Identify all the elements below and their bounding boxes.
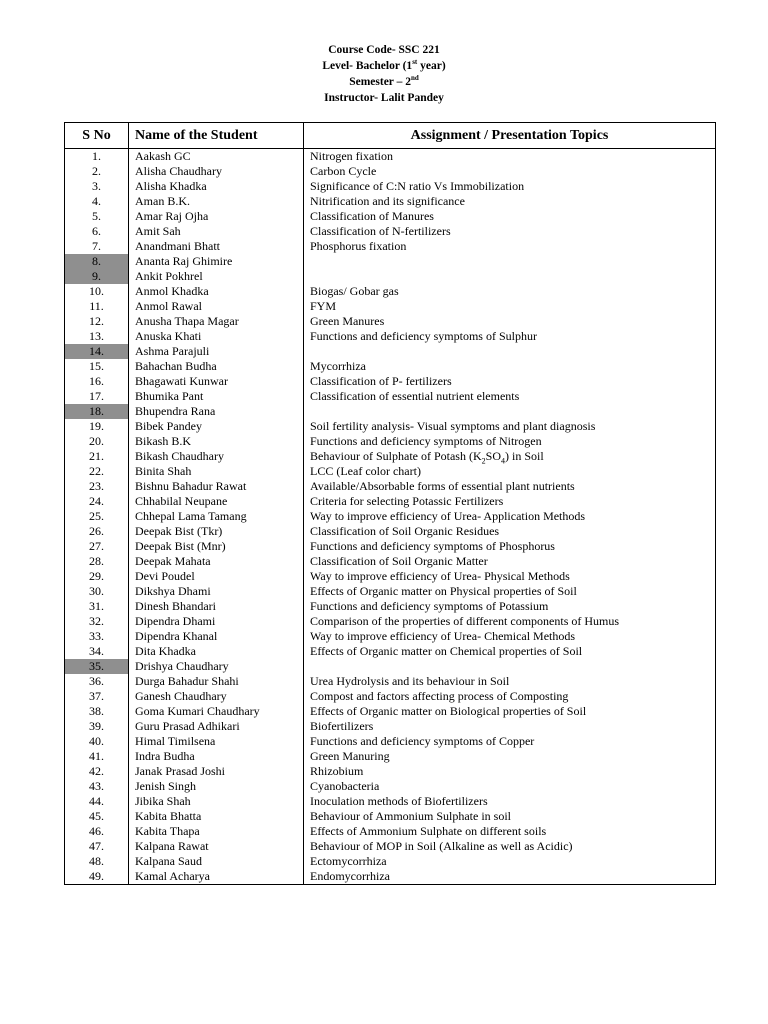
cell-sno: 9. <box>65 269 129 284</box>
cell-sno: 21. <box>65 449 129 464</box>
cell-student-name: Ganesh Chaudhary <box>129 689 304 704</box>
cell-sno: 2. <box>65 164 129 179</box>
cell-sno: 17. <box>65 389 129 404</box>
cell-topic: Green Manures <box>304 314 716 329</box>
cell-student-name: Durga Bahadur Shahi <box>129 674 304 689</box>
header-student-name: Name of the Student <box>129 123 304 149</box>
cell-sno: 16. <box>65 374 129 389</box>
cell-topic: Nitrogen fixation <box>304 149 716 165</box>
level-superscript: st <box>412 58 418 67</box>
table-row <box>65 329 716 344</box>
cell-student-name: Janak Prasad Joshi <box>129 764 304 779</box>
cell-topic: Inoculation methods of Biofertilizers <box>304 794 716 809</box>
table-row <box>65 449 716 464</box>
cell-sno: 22. <box>65 464 129 479</box>
cell-student-name: Jibika Shah <box>129 794 304 809</box>
level <box>0 58 768 74</box>
table-row <box>65 179 716 194</box>
table-row <box>65 614 716 629</box>
instructor: Instructor- Lalit Pandey <box>324 92 444 104</box>
cell-sno: 13. <box>65 329 129 344</box>
cell-sno: 28. <box>65 554 129 569</box>
cell-student-name: Bibek Pandey <box>129 419 304 434</box>
cell-sno: 40. <box>65 734 129 749</box>
cell-topic: Criteria for selecting Potassic Fertilizers <box>304 494 716 509</box>
cell-sno: 34. <box>65 644 129 659</box>
cell-sno: 10. <box>65 284 129 299</box>
cell-topic: Effects of Organic matter on Physical properties of Soil <box>304 584 716 599</box>
cell-student-name: Ankit Pokhrel <box>129 269 304 284</box>
cell-student-name: Dipendra Dhami <box>129 614 304 629</box>
header-topic: Assignment / Presentation Topics <box>304 123 716 149</box>
table-row <box>65 824 716 839</box>
table-row <box>65 524 716 539</box>
cell-topic: Effects of Organic matter on Biological properties of Soil <box>304 704 716 719</box>
cell-sno: 20. <box>65 434 129 449</box>
cell-student-name: Anuska Khati <box>129 329 304 344</box>
cell-sno: 33. <box>65 629 129 644</box>
cell-student-name: Bikash Chaudhary <box>129 449 304 464</box>
table-row <box>65 284 716 299</box>
table-row <box>65 374 716 389</box>
semester-text: Semester – 2 <box>349 76 411 88</box>
document-header <box>0 42 768 106</box>
cell-sno: 44. <box>65 794 129 809</box>
table-row <box>65 149 716 165</box>
cell-sno: 48. <box>65 854 129 869</box>
course-code: Course Code- SSC 221 <box>328 44 440 56</box>
cell-sno: 26. <box>65 524 129 539</box>
cell-sno: 5. <box>65 209 129 224</box>
cell-topic: Biofertilizers <box>304 719 716 734</box>
cell-topic: Functions and deficiency symptoms of Phosphorus <box>304 539 716 554</box>
cell-student-name: Guru Prasad Adhikari <box>129 719 304 734</box>
cell-topic: Classification of Soil Organic Matter <box>304 554 716 569</box>
cell-topic <box>304 269 716 284</box>
cell-topic: Biogas/ Gobar gas <box>304 284 716 299</box>
cell-topic: Urea Hydrolysis and its behaviour in Soil <box>304 674 716 689</box>
cell-topic: Classification of essential nutrient elements <box>304 389 716 404</box>
cell-topic: Soil fertility analysis- Visual symptoms and plant diagnosis <box>304 419 716 434</box>
cell-sno: 19. <box>65 419 129 434</box>
table-row <box>65 509 716 524</box>
cell-topic: Way to improve efficiency of Urea- Chemical Methods <box>304 629 716 644</box>
cell-topic: Functions and deficiency symptoms of Nitrogen <box>304 434 716 449</box>
cell-topic: Ectomycorrhiza <box>304 854 716 869</box>
cell-student-name: Deepak Bist (Mnr) <box>129 539 304 554</box>
cell-topic: Functions and deficiency symptoms of Copper <box>304 734 716 749</box>
table-row <box>65 209 716 224</box>
cell-student-name: Aman B.K. <box>129 194 304 209</box>
cell-sno: 7. <box>65 239 129 254</box>
cell-topic: Way to improve efficiency of Urea- Physical Methods <box>304 569 716 584</box>
cell-topic: Significance of C:N ratio Vs Immobilization <box>304 179 716 194</box>
table-row <box>65 659 716 674</box>
table-row <box>65 764 716 779</box>
cell-student-name: Bahachan Budha <box>129 359 304 374</box>
table-row <box>65 749 716 764</box>
cell-topic: Available/Absorbable forms of essential plant nutrients <box>304 479 716 494</box>
cell-sno: 30. <box>65 584 129 599</box>
cell-sno: 12. <box>65 314 129 329</box>
cell-sno: 38. <box>65 704 129 719</box>
cell-student-name: Dipendra Khanal <box>129 629 304 644</box>
cell-topic: Classification of Manures <box>304 209 716 224</box>
table-row <box>65 674 716 689</box>
cell-student-name: Dinesh Bhandari <box>129 599 304 614</box>
cell-sno: 37. <box>65 689 129 704</box>
table-row <box>65 479 716 494</box>
cell-student-name: Devi Poudel <box>129 569 304 584</box>
cell-student-name: Kabita Bhatta <box>129 809 304 824</box>
cell-student-name: Bhupendra Rana <box>129 404 304 419</box>
cell-topic: Cyanobacteria <box>304 779 716 794</box>
cell-sno: 46. <box>65 824 129 839</box>
cell-student-name: Deepak Bist (Tkr) <box>129 524 304 539</box>
cell-topic: Functions and deficiency symptoms of Potassium <box>304 599 716 614</box>
cell-topic: LCC (Leaf color chart) <box>304 464 716 479</box>
table-row <box>65 809 716 824</box>
table-row <box>65 224 716 239</box>
table-row <box>65 314 716 329</box>
cell-student-name: Chhepal Lama Tamang <box>129 509 304 524</box>
cell-topic: Behaviour of MOP in Soil (Alkaline as well as Acidic) <box>304 839 716 854</box>
cell-topic: FYM <box>304 299 716 314</box>
cell-sno: 29. <box>65 569 129 584</box>
cell-student-name: Indra Budha <box>129 749 304 764</box>
cell-sno: 39. <box>65 719 129 734</box>
table-row <box>65 419 716 434</box>
cell-sno: 41. <box>65 749 129 764</box>
cell-student-name: Amar Raj Ojha <box>129 209 304 224</box>
cell-sno: 45. <box>65 809 129 824</box>
table-row <box>65 644 716 659</box>
cell-topic: Carbon Cycle <box>304 164 716 179</box>
cell-topic: Effects of Organic matter on Chemical properties of Soil <box>304 644 716 659</box>
cell-student-name: Binita Shah <box>129 464 304 479</box>
cell-student-name: Goma Kumari Chaudhary <box>129 704 304 719</box>
cell-topic: Classification of Soil Organic Residues <box>304 524 716 539</box>
table-row <box>65 434 716 449</box>
topic-part: 2 <box>481 456 486 464</box>
cell-topic: Nitrification and its significance <box>304 194 716 209</box>
cell-topic: Comparison of the properties of different components of Humus <box>304 614 716 629</box>
cell-sno: 35. <box>65 659 129 674</box>
cell-student-name: Chhabilal Neupane <box>129 494 304 509</box>
cell-sno: 15. <box>65 359 129 374</box>
cell-student-name: Drishya Chaudhary <box>129 659 304 674</box>
table-row <box>65 359 716 374</box>
cell-student-name: Amit Sah <box>129 224 304 239</box>
cell-student-name: Jenish Singh <box>129 779 304 794</box>
table-row <box>65 494 716 509</box>
table-row <box>65 719 716 734</box>
header-sno: S No <box>65 123 129 149</box>
cell-topic <box>304 449 716 464</box>
cell-topic: Phosphorus fixation <box>304 239 716 254</box>
cell-student-name: Kalpana Rawat <box>129 839 304 854</box>
cell-topic <box>304 254 716 269</box>
cell-topic: Classification of N-fertilizers <box>304 224 716 239</box>
cell-student-name: Dikshya Dhami <box>129 584 304 599</box>
table-row <box>65 689 716 704</box>
table-row <box>65 779 716 794</box>
cell-topic <box>304 659 716 674</box>
cell-student-name: Kamal Acharya <box>129 869 304 885</box>
cell-sno: 18. <box>65 404 129 419</box>
cell-student-name: Anmol Khadka <box>129 284 304 299</box>
cell-topic: Classification of P- fertilizers <box>304 374 716 389</box>
cell-sno: 47. <box>65 839 129 854</box>
cell-topic: Functions and deficiency symptoms of Sulphur <box>304 329 716 344</box>
topic-part: ) in Soil <box>504 449 544 463</box>
topic-part: 4 <box>500 456 505 464</box>
cell-student-name: Kabita Thapa <box>129 824 304 839</box>
cell-topic: Endomycorrhiza <box>304 869 716 885</box>
table-row <box>65 794 716 809</box>
table-row <box>65 584 716 599</box>
topic-part: SO <box>485 449 501 463</box>
cell-topic: Compost and factors affecting process of Composting <box>304 689 716 704</box>
topic-part: Behaviour of Sulphate of Potash (K <box>310 449 482 463</box>
table-row <box>65 269 716 284</box>
cell-topic: Effects of Ammonium Sulphate on different soils <box>304 824 716 839</box>
cell-student-name: Anusha Thapa Magar <box>129 314 304 329</box>
table-row <box>65 299 716 314</box>
level-text: Level- Bachelor (1 <box>322 60 413 72</box>
assignment-table <box>64 122 716 885</box>
table-row <box>65 164 716 179</box>
cell-sno: 27. <box>65 539 129 554</box>
cell-student-name: Deepak Mahata <box>129 554 304 569</box>
table-row <box>65 404 716 419</box>
cell-sno: 24. <box>65 494 129 509</box>
table-row <box>65 554 716 569</box>
cell-student-name: Bhumika Pant <box>129 389 304 404</box>
cell-sno: 31. <box>65 599 129 614</box>
cell-sno: 1. <box>65 149 129 165</box>
cell-topic: Way to improve efficiency of Urea- Application Methods <box>304 509 716 524</box>
cell-student-name: Bikash B.K <box>129 434 304 449</box>
cell-student-name: Alisha Chaudhary <box>129 164 304 179</box>
cell-sno: 11. <box>65 299 129 314</box>
cell-sno: 4. <box>65 194 129 209</box>
table-row <box>65 704 716 719</box>
table-row <box>65 599 716 614</box>
cell-student-name: Anandmani Bhatt <box>129 239 304 254</box>
cell-student-name: Bhagawati Kunwar <box>129 374 304 389</box>
table-row <box>65 464 716 479</box>
cell-sno: 8. <box>65 254 129 269</box>
table-row <box>65 344 716 359</box>
cell-sno: 36. <box>65 674 129 689</box>
cell-sno: 6. <box>65 224 129 239</box>
table-row <box>65 569 716 584</box>
table-row <box>65 389 716 404</box>
cell-sno: 43. <box>65 779 129 794</box>
cell-student-name: Kalpana Saud <box>129 854 304 869</box>
cell-sno: 3. <box>65 179 129 194</box>
cell-topic: Mycorrhiza <box>304 359 716 374</box>
cell-topic <box>304 344 716 359</box>
cell-topic: Rhizobium <box>304 764 716 779</box>
cell-sno: 25. <box>65 509 129 524</box>
semester-superscript: nd <box>410 74 419 83</box>
cell-topic: Green Manuring <box>304 749 716 764</box>
table-body <box>65 149 716 885</box>
cell-sno: 14. <box>65 344 129 359</box>
cell-student-name: Ashma Parajuli <box>129 344 304 359</box>
cell-sno: 42. <box>65 764 129 779</box>
table-header-row <box>65 123 716 149</box>
cell-student-name: Dita Khadka <box>129 644 304 659</box>
cell-topic: Behaviour of Ammonium Sulphate in soil <box>304 809 716 824</box>
cell-student-name: Bishnu Bahadur Rawat <box>129 479 304 494</box>
table-row <box>65 629 716 644</box>
cell-sno: 49. <box>65 869 129 885</box>
table-row <box>65 254 716 269</box>
cell-student-name: Himal Timilsena <box>129 734 304 749</box>
level-text-end: year) <box>417 60 446 72</box>
cell-student-name: Ananta Raj Ghimire <box>129 254 304 269</box>
cell-sno: 32. <box>65 614 129 629</box>
table-row <box>65 539 716 554</box>
table-row <box>65 839 716 854</box>
table-row <box>65 734 716 749</box>
cell-student-name: Aakash GC <box>129 149 304 165</box>
table-row <box>65 194 716 209</box>
table-row <box>65 869 716 885</box>
cell-sno: 23. <box>65 479 129 494</box>
semester <box>0 74 768 90</box>
cell-student-name: Alisha Khadka <box>129 179 304 194</box>
cell-student-name: Anmol Rawal <box>129 299 304 314</box>
table-row <box>65 854 716 869</box>
table-row <box>65 239 716 254</box>
cell-topic <box>304 404 716 419</box>
